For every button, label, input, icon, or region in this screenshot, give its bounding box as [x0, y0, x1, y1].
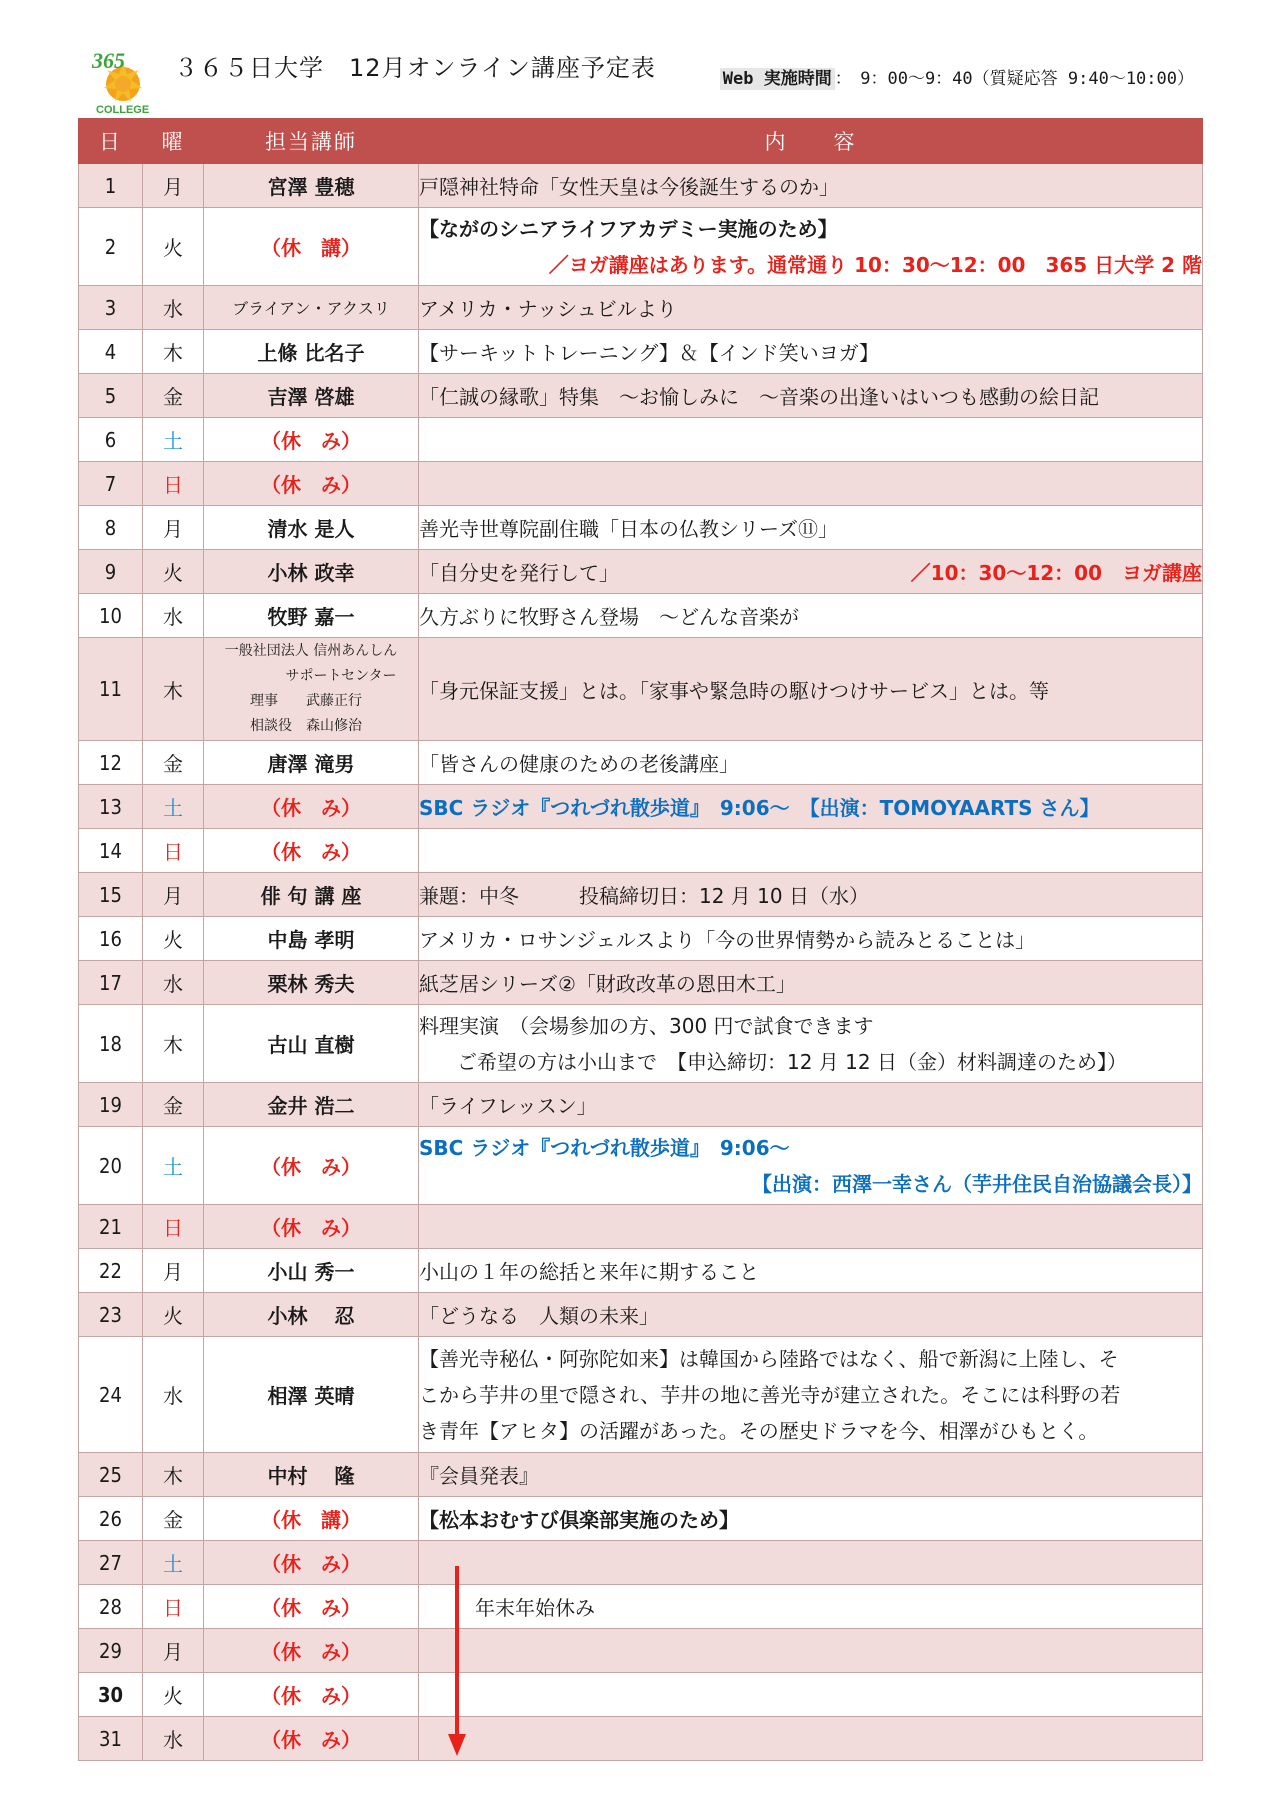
teacher-cell: （休 み） [204, 1585, 419, 1629]
table-row [79, 1585, 1203, 1629]
content-cell: 兼題：中冬 投稿締切日：12 月 10 日（水） [419, 873, 1203, 917]
day-cell: 13 [79, 785, 143, 829]
day-cell: 18 [79, 1005, 143, 1083]
teacher-cell: 牧野 嘉一 [204, 594, 419, 638]
logo-college-text: COLLEGE [96, 104, 150, 116]
day-cell: 24 [79, 1337, 143, 1453]
weekday-cell: 土 [143, 418, 204, 462]
content-cell [419, 418, 1203, 462]
teacher-cell: 中島 孝明 [204, 917, 419, 961]
teacher-cell: 古山 直樹 [204, 1005, 419, 1083]
table-row [79, 1005, 1203, 1083]
content-line: 【ながのシニアライフアカデミー実施のため】 [419, 216, 838, 241]
day-cell: 21 [79, 1205, 143, 1249]
day-cell: 15 [79, 873, 143, 917]
table-row [79, 961, 1203, 1005]
content-cell: アメリカ・ナッシュビルより [419, 286, 1203, 330]
teacher-org-line: 一般社団法人 信州あんしん [224, 643, 398, 659]
teacher-cell: 金井 浩二 [204, 1083, 419, 1127]
table-row [79, 1497, 1203, 1541]
teacher-cell: 吉澤 啓雄 [204, 374, 419, 418]
table-row [79, 418, 1203, 462]
weekday-cell: 火 [143, 1673, 204, 1717]
table-row [79, 638, 1203, 741]
content-cell: 『会員発表』 [419, 1453, 1203, 1497]
content-cell: 「仁誠の縁歌」特集 ～お愉しみに ～音楽の出逢いはいつも感動の絵日記 [419, 374, 1203, 418]
table-row [79, 462, 1203, 506]
teacher-cell: （休 み） [204, 418, 419, 462]
weekday-cell: 木 [143, 330, 204, 374]
weekday-cell: 水 [143, 961, 204, 1005]
weekday-cell: 月 [143, 506, 204, 550]
college-logo [86, 44, 160, 116]
weekday-cell: 木 [143, 1453, 204, 1497]
teacher-cell: 栗林 秀夫 [204, 961, 419, 1005]
yoga-note: ／10：30～12：00 ヨガ講座 [910, 561, 1202, 585]
web-time-info [720, 64, 1194, 89]
teacher-cell: 俳 句 講 座 [204, 873, 419, 917]
table-row [79, 1337, 1203, 1453]
content-cell [419, 1337, 1203, 1453]
weekday-cell: 日 [143, 829, 204, 873]
year-end-arrow-icon [455, 1566, 459, 1756]
teacher-cell: 相澤 英晴 [204, 1337, 419, 1453]
content-cell [419, 550, 1203, 594]
header-day: 日 [79, 119, 143, 164]
table-row [79, 1673, 1203, 1717]
content-text: 「自分史を発行して」 [419, 561, 619, 585]
content-cell: 小山の１年の総括と来年に期すること [419, 1249, 1203, 1293]
content-cell [419, 1127, 1203, 1205]
teacher-cell: （休 講） [204, 208, 419, 286]
table-row [79, 917, 1203, 961]
table-row [79, 829, 1203, 873]
teacher-cell: 宮澤 豊穂 [204, 164, 419, 208]
weekday-cell: 水 [143, 1337, 204, 1453]
weekday-cell: 木 [143, 1005, 204, 1083]
day-cell: 26 [79, 1497, 143, 1541]
weekday-cell: 木 [143, 638, 204, 741]
day-cell: 8 [79, 506, 143, 550]
table-row [79, 594, 1203, 638]
content-cell: 「ライフレッスン」 [419, 1083, 1203, 1127]
content-line: ご希望の方は小山まで 【申込締切：12 月 12 日（金）材料調達のため】） [457, 1049, 1127, 1074]
schedule-table [78, 118, 1203, 1761]
table-row [79, 1717, 1203, 1761]
table-row [79, 330, 1203, 374]
content-line: SBC ラジオ『つれづれ散歩道』 9:06～ [419, 1135, 790, 1160]
weekday-cell: 火 [143, 550, 204, 594]
teacher-cell: 小林 忍 [204, 1293, 419, 1337]
weekday-cell: 火 [143, 208, 204, 286]
table-row [79, 506, 1203, 550]
day-cell: 7 [79, 462, 143, 506]
day-cell: 27 [79, 1541, 143, 1585]
weekday-cell: 金 [143, 374, 204, 418]
teacher-name-line: 相談役 森山修治 [250, 718, 362, 734]
table-row [79, 1629, 1203, 1673]
teacher-cell: 清水 是人 [204, 506, 419, 550]
teacher-cell: （休 み） [204, 829, 419, 873]
header-content: 内 容 [419, 119, 1203, 164]
table-row [79, 785, 1203, 829]
teacher-cell: （休 み） [204, 785, 419, 829]
day-cell: 5 [79, 374, 143, 418]
weekday-cell: 土 [143, 1127, 204, 1205]
day-cell: 9 [79, 550, 143, 594]
table-row [79, 741, 1203, 785]
content-cell: 【サーキットトレーニング】＆【インド笑いヨガ】 [419, 330, 1203, 374]
content-cell: 「身元保証支援」とは。「家事や緊急時の駆けつけサービス」とは。等 [419, 638, 1203, 741]
table-row [79, 164, 1203, 208]
table-row [79, 1083, 1203, 1127]
weekday-cell: 日 [143, 462, 204, 506]
web-time-label: Web 実施時間 [720, 68, 835, 90]
day-cell: 25 [79, 1453, 143, 1497]
content-cell [419, 1005, 1203, 1083]
teacher-name-line: 理事 武藤正行 [250, 693, 362, 709]
content-cell: 年末年始休み [419, 1585, 1203, 1629]
teacher-cell: 小山 秀一 [204, 1249, 419, 1293]
teacher-cell: 小林 政幸 [204, 550, 419, 594]
content-cell: 久方ぶりに牧野さん登場 ～どんな音楽が [419, 594, 1203, 638]
content-cell: アメリカ・ロサンジェルスより「今の世界情勢から読みとることは」 [419, 917, 1203, 961]
weekday-cell: 月 [143, 164, 204, 208]
table-row [79, 1127, 1203, 1205]
content-line: 【善光寺秘仏・阿弥陀如来】は韓国から陸路ではなく、船で新潟に上陸し、そ [419, 1346, 1119, 1371]
weekday-cell: 日 [143, 1205, 204, 1249]
weekday-cell: 金 [143, 741, 204, 785]
day-cell: 16 [79, 917, 143, 961]
teacher-cell: ブライアン・アクスリ [204, 286, 419, 330]
weekday-cell: 土 [143, 1541, 204, 1585]
page-header [78, 40, 1208, 120]
table-header-row [79, 119, 1203, 164]
table-row [79, 1453, 1203, 1497]
day-cell: 30 [79, 1673, 143, 1717]
content-cell [419, 1717, 1203, 1761]
header-teacher: 担当講師 [204, 119, 419, 164]
day-cell: 28 [79, 1585, 143, 1629]
table-row [79, 873, 1203, 917]
day-cell: 12 [79, 741, 143, 785]
table-row [79, 1293, 1203, 1337]
table-row [79, 208, 1203, 286]
content-cell [419, 829, 1203, 873]
content-cell: 【松本おむすび倶楽部実施のため】 [419, 1497, 1203, 1541]
teacher-cell: （休 講） [204, 1497, 419, 1541]
teacher-cell: 唐澤 滝男 [204, 741, 419, 785]
teacher-cell: （休 み） [204, 462, 419, 506]
day-cell: 1 [79, 164, 143, 208]
teacher-org-line: サポートセンター [285, 668, 397, 684]
content-cell [419, 208, 1203, 286]
content-cell [419, 1673, 1203, 1717]
day-cell: 4 [79, 330, 143, 374]
weekday-cell: 金 [143, 1083, 204, 1127]
day-cell: 20 [79, 1127, 143, 1205]
day-cell: 11 [79, 638, 143, 741]
day-cell: 29 [79, 1629, 143, 1673]
weekday-cell: 月 [143, 1249, 204, 1293]
weekday-cell: 土 [143, 785, 204, 829]
content-line: き青年【アヒタ】の活躍があった。その歴史ドラマを今、相澤がひもとく。 [419, 1418, 1099, 1443]
content-cell [419, 1541, 1203, 1585]
weekday-cell: 月 [143, 1629, 204, 1673]
day-cell: 3 [79, 286, 143, 330]
weekday-cell: 水 [143, 1717, 204, 1761]
content-line: 【出演：西澤一幸さん（芋井住民自治協議会長）】 [752, 1171, 1202, 1196]
teacher-cell: 上條 比名子 [204, 330, 419, 374]
table-row [79, 1541, 1203, 1585]
content-cell [419, 1205, 1203, 1249]
logo-365-text: 365 [92, 48, 125, 73]
day-cell: 31 [79, 1717, 143, 1761]
content-cell: 紙芝居シリーズ②「財政改革の恩田木工」 [419, 961, 1203, 1005]
weekday-cell: 水 [143, 286, 204, 330]
weekday-cell: 金 [143, 1497, 204, 1541]
day-cell: 19 [79, 1083, 143, 1127]
weekday-cell: 日 [143, 1585, 204, 1629]
weekday-cell: 水 [143, 594, 204, 638]
content-cell: 戸隠神社特命「女性天皇は今後誕生するのか」 [419, 164, 1203, 208]
content-line: ／ヨガ講座はあります。通常通り 10：30～12：00 365 日大学 2 階 [548, 252, 1202, 277]
content-cell: 善光寺世尊院副住職「日本の仏教シリーズ⑪」 [419, 506, 1203, 550]
teacher-cell: （休 み） [204, 1205, 419, 1249]
web-time-value: ： 9：00～9：40（質疑応答 9:40～10:00） [834, 69, 1194, 89]
day-cell: 6 [79, 418, 143, 462]
teacher-cell: （休 み） [204, 1673, 419, 1717]
content-line: こから芋井の里で隠され、芋井の地に善光寺が建立された。そこには科野の若 [419, 1382, 1121, 1407]
day-cell: 10 [79, 594, 143, 638]
content-cell [419, 462, 1203, 506]
table-row [79, 286, 1203, 330]
table-row [79, 1205, 1203, 1249]
teacher-cell: （休 み） [204, 1127, 419, 1205]
weekday-cell: 火 [143, 917, 204, 961]
content-cell: 「どうなる 人類の未来」 [419, 1293, 1203, 1337]
teacher-cell [204, 638, 419, 741]
day-cell: 17 [79, 961, 143, 1005]
weekday-cell: 火 [143, 1293, 204, 1337]
teacher-cell: 中村 隆 [204, 1453, 419, 1497]
weekday-cell: 月 [143, 873, 204, 917]
day-cell: 14 [79, 829, 143, 873]
teacher-cell: （休 み） [204, 1541, 419, 1585]
content-cell: 「皆さんの健康のための老後講座」 [419, 741, 1203, 785]
day-cell: 22 [79, 1249, 143, 1293]
header-weekday: 曜 [143, 119, 204, 164]
teacher-cell: （休 み） [204, 1717, 419, 1761]
content-line: 料理実演 （会場参加の方、300 円で試食できます [419, 1013, 874, 1038]
day-cell: 2 [79, 208, 143, 286]
teacher-cell: （休 み） [204, 1629, 419, 1673]
page-title: ３６５日大学 12月オンライン講座予定表 [174, 54, 656, 82]
table-row [79, 374, 1203, 418]
table-row [79, 1249, 1203, 1293]
day-cell: 23 [79, 1293, 143, 1337]
table-row [79, 550, 1203, 594]
content-cell [419, 1629, 1203, 1673]
content-cell: SBC ラジオ『つれづれ散歩道』 9:06～ 【出演：TOMOYAARTS さん】 [419, 785, 1203, 829]
